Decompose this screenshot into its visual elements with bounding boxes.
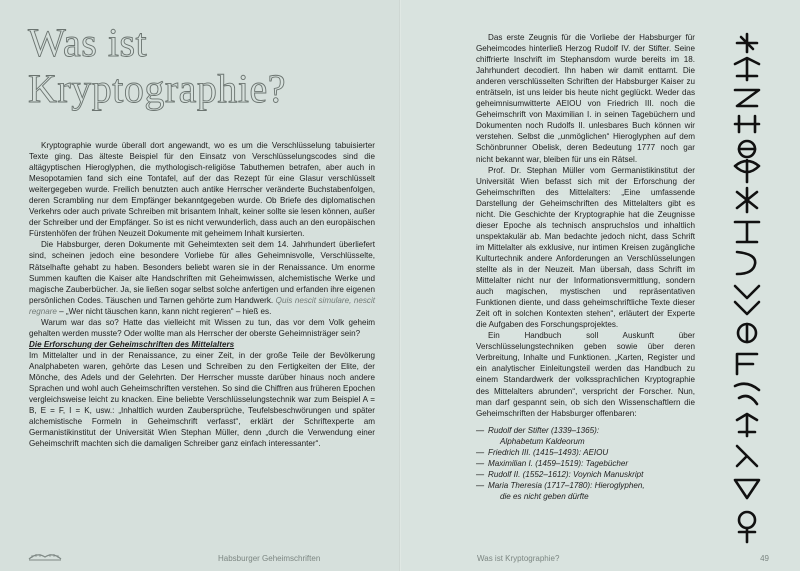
list-item: — Maximilian I. (1459–1519): Tagebücher: [476, 458, 695, 469]
paragraph: Im Mittelalter und in der Renaissance, zu einer Zeit, in der große Teile der Bevölkerung Analphabeten waren, gehörte das Lesen und Schreiben zu den Fertigkeiten der Elite, der Mönche, des Adels und der Gelehrten. Der Herrscher musste darüber hinaus noch andere Sprachen und wohl auch Geheimschriften verstehen. So sind die Chiffren aus früheren Epochen vergleichsweise leicht zu knacken. Eine beliebte Verschlüsselungstechnik war zum Beispiel A = B, E = F, I = K, usw.: „Inhaltlich wurden Zaubersprüche, Teufelsbeschwörungen und später alchemistische Formeln in Geheimschrift verfasst“, erklärt der Schriftexperte am Germanistikinstitut der Universität Wien Stephan Müller, denn „durch die Verwendung einer Geheimschrift machten sich die damaligen Schreiber ganz einfach interessanter“.: [29, 350, 375, 449]
right-body-text: [476, 32, 695, 502]
list-item: — Maria Theresia (1717–1780): Hieroglyphen,: [476, 480, 695, 491]
list-item: — Rudolf der Stifter (1339–1365):: [476, 425, 695, 436]
paragraph: Warum war das so? Hatte das vielleicht mit Wissen zu tun, das vor dem Volk geheim gehalten werden musste? Oder wollte man als Herrscher der oberste Geheimnisträger sein?: [29, 317, 375, 338]
section-subheading: Die Erforschung der Geheimschriften des Mittelalters: [29, 339, 235, 349]
habsburg-cipher-list: [476, 425, 695, 502]
latin-quote: Quis nescit simulare, nescit regnare: [29, 295, 376, 316]
book-logo-icon: [28, 551, 62, 561]
paragraph: Prof. Dr. Stephan Müller vom Germanistikinstitut der Universität Wien befasst sich mit der Erforschung der Geheimschriften des Mittelalters: „Eine umfassende Darstellung der Geheimschriften des Mittelalters gibt es nicht. Die Geschichte der Kryptographie hat die Zeugnisse dieser Epoche als technisch anspruchslos und inhaltlich unspektakulär ab. Man bedachte jedoch nicht, dass Schrift im Mittelalter als exklusive, nur intimen Kreisen zugängliche Kulturtechnik andere Anforderungen an Verschlüsselungen stellte als in der Neuzeit. Man übersah, dass Schrift im Mittelalter nicht nur der Informationsvermittlung, sondern auch magischen, mystischen und repräsentativen Funktionen diente, und dass geheimschriftliche Texte dieser Zeit oft in solchen Kontexten stehen“, erläutert der Experte die Aufgaben des Forschungsprojektes.: [476, 165, 695, 330]
paragraph: Kryptographie wurde überall dort angewandt, wo es um die Verschlüsselung tabuisierter Texte ging. Das älteste Beispiel für den Einsatz von Verschlüsselungscodes sind die altägyptischen Hieroglyphen, die mythologisch-religiöse Tabuthemen betrafen, aber auch in Mesopotamien fand sich eine Tontafel, auf der das Rezept für eine Glasur verschlüsselt weitergegeben wurde. Freilich benutzten auch antike Herrscher veränderte Buchstabenfolgen, deren Scrambling nur dem Empfänger bekanntgegeben wurde. Ob Briefe des diplomatischen Verkehrs oder auch private Schreiben mit brisantem Inhalt, keiner sollte sie lesen können, außer der Schreiber und der Empfänger. So ist es nicht verwunderlich, dass auch an den europäischen Fürstenhöfen der frühen Neuzeit Dokumente mit geheimem Inhalt kursierten.: [29, 141, 375, 239]
quote-translation: – „Wer nicht täuschen kann, kann nicht regieren“ – hieß es.: [56, 306, 272, 316]
paragraph: [29, 239, 375, 316]
left-body-text: [29, 140, 375, 449]
list-item-continuation: die es nicht geben dürfte: [500, 491, 589, 501]
running-footer: Habsburger Geheimschriften: [218, 554, 321, 563]
paragraph-text: Die Habsburger, deren Dokumente mit Geheimtexten seit dem 14. Jahrhundert überliefert sind, scheinen jedoch eine besondere Vorliebe für alles Geheimnisvolle, Verschlüsselte, Rätselhafte gehabt zu haben. Besonders beliebt waren sie in der Renaissance. Um enorme Summen kauften die Kaiser alte Handschriften mit Geheimwissen, alchemistische Werke und magische Zauberbücher. Ja, sie ließen sogar selbst solche anfertigen und erfanden ihre eigenen persönlichen Codes. Täuschen und Tarnen gehörte zum Handwerk.: [29, 240, 375, 305]
page-title: [28, 20, 286, 112]
title-line-1: Was ist: [28, 20, 148, 65]
title-line-2: Kryptographie?: [28, 66, 287, 111]
page-number: 49: [760, 554, 769, 563]
cipher-alphabet-strip: [727, 28, 767, 553]
list-item-continuation: Alphabetum Kaldeorum: [500, 436, 585, 446]
paragraph: Ein Handbuch soll Auskunft über Verschlüsselungstechniken geben sowie über deren Verbreitung, Inhalte und Funktionen. „Karten, Register und ein analytischer Einleitungsteil werden das Handbuch zu einem Standardwerk der volkssprachlichen Kryptographie des Mittelalters abrunden“, verspricht der Forscher. Nun, man darf gespannt sein, ob sich den Wissenschaftlern die Geheimschriften der Habsburger offenbaren:: [476, 331, 695, 418]
list-item: — Rudolf II. (1552–1612): Voynich Manuskript: [476, 469, 695, 480]
running-footer: Was ist Kryptographie?: [477, 554, 560, 563]
list-item: — Friedrich III. (1415–1493): AEIOU: [476, 447, 695, 458]
paragraph: Das erste Zeugnis für die Vorliebe der Habsburger für Geheimcodes hinterließ Herzog Rudolf IV. der Stifter. Seine chiffrierte Inschrift im Stephansdom wurde bereits im 18. Jahrhundert decodiert. Ihn haben wir damit enttarnt. Die anderen verschlüsselten Schriften der Habsburger Kaiser zu enträtseln, ist uns leider bis heute nicht geglückt. Weder das geheimnisumwitterte AEIOU von Friedrich III. noch die Geheimschrift von Maximilian I. in seinen Tagebüchern und Dokumenten noch Rudolfs II. unlesbares Buch können wir verstehen. Selbst die „unmöglichen“ Hieroglyphen auf dem Schönbrunner Obelisk, deren Bedeutung 1777 noch gar nicht bekannt war, bleiben für uns ein Rätsel.: [476, 33, 695, 164]
